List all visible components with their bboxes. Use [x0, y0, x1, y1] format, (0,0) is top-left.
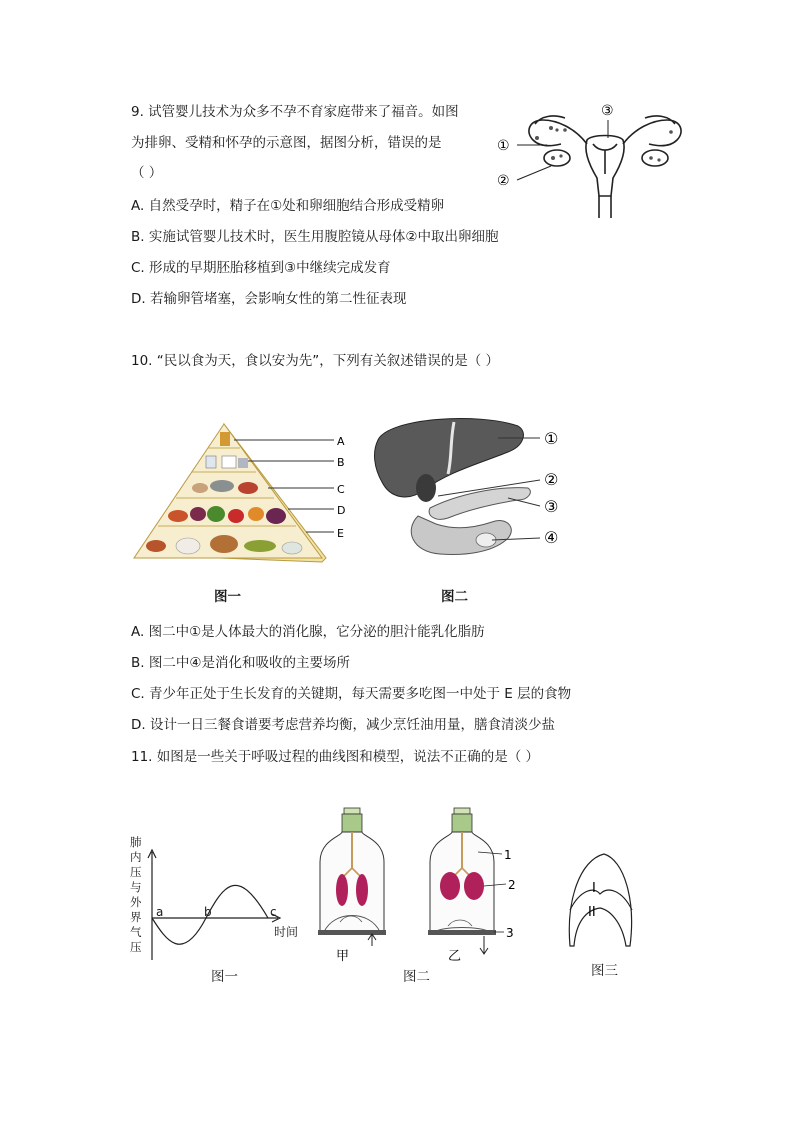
q9-option-c: C. 形成的早期胚胎移植到③中继续完成发育 [131, 260, 391, 276]
organ-label-3: ③ [544, 497, 559, 516]
q10-option-c: C. 青少年正处于生长发育的关键期，每天需要多吃图一中处于 E 层的食物 [131, 686, 572, 702]
bell-jar-models [310, 806, 530, 970]
organ-label-1: ① [544, 429, 559, 448]
digestive-organs-figure [368, 412, 578, 562]
diaphragm-label-2: II [588, 905, 596, 920]
uterus-label-1: ① [497, 138, 510, 154]
jar-number-1: 1 [504, 848, 512, 862]
uterus-label-2: ② [497, 173, 510, 189]
pyramid-label-d: D [337, 504, 346, 517]
q9-option-d: D. 若输卵管堵塞，会影响女性的第二性征表现 [131, 291, 407, 307]
organ-label-2: ② [544, 470, 559, 489]
graph-point-a: a [156, 905, 164, 919]
diaphragm-figure [560, 850, 650, 954]
q11-stem: 11. 如图是一些关于呼吸过程的曲线图和模型，说法不正确的是（ ） [131, 749, 540, 765]
jar-number-2: 2 [508, 878, 516, 892]
q9-stem-line2: 为排卵、受精和怀孕的示意图，据图分析，错误的是 [131, 135, 442, 151]
graph-point-b: b [204, 905, 212, 919]
jar-number-3: 3 [506, 926, 514, 940]
graph-ylabel-2: 压 [130, 865, 142, 879]
diaphragm-label-1: I [592, 881, 596, 896]
jar-label-jia: 甲 [336, 949, 350, 964]
q9-answer-paren: （ ） [131, 165, 163, 181]
q10-option-d: D. 设计一日三餐食谱要考虑营养均衡，减少烹饪油用量，膳食清淡少盐 [131, 717, 555, 733]
q9-option-a: A. 自然受孕时，精子在①处和卵细胞结合形成受精卵 [131, 198, 445, 214]
pyramid-label-c: C [337, 483, 345, 496]
q10-option-a: A. 图二中①是人体最大的消化腺，它分泌的胆汁能乳化脂肪 [131, 624, 485, 640]
graph-point-c: c [270, 905, 277, 919]
uterus-label-3: ③ [601, 103, 614, 119]
q11-caption-fig3: 图三 [591, 963, 618, 979]
q10-caption-fig1: 图一 [214, 589, 241, 605]
pyramid-label-e: E [337, 527, 344, 540]
q10-stem: 10. “民以食为天，食以安为先”，下列有关叙述错误的是（ ） [131, 353, 500, 369]
graph-ylabel-3: 与 [130, 880, 142, 894]
food-pyramid-figure [130, 420, 350, 565]
q9-option-b: B. 实施试管婴儿技术时，医生用腹腔镜从母体②中取出卵细胞 [131, 229, 499, 245]
q9-stem-line1: 9. 试管婴儿技术为众多不孕不育家庭带来了福音。如图 [131, 104, 459, 120]
pressure-curve-graph [128, 832, 308, 988]
graph-ylabel-7: 压 [130, 940, 142, 954]
graph-ylabel-0: 肺 [130, 835, 142, 849]
organ-label-4: ④ [544, 528, 559, 547]
uterus-diagram [495, 100, 695, 222]
q11-caption-fig2: 图二 [403, 969, 430, 985]
q11-caption-fig1: 图一 [211, 969, 238, 985]
pyramid-label-b: B [337, 456, 345, 469]
pyramid-label-a: A [337, 435, 345, 448]
graph-xlabel: 时间 [274, 925, 299, 939]
jar-label-yi: 乙 [448, 949, 462, 964]
graph-ylabel-4: 外 [130, 895, 142, 909]
graph-ylabel-1: 内 [130, 850, 142, 864]
graph-ylabel-6: 气 [130, 925, 142, 939]
graph-ylabel-5: 界 [130, 910, 142, 924]
q10-option-b: B. 图二中④是消化和吸收的主要场所 [131, 655, 350, 671]
q10-caption-fig2: 图二 [441, 589, 468, 605]
